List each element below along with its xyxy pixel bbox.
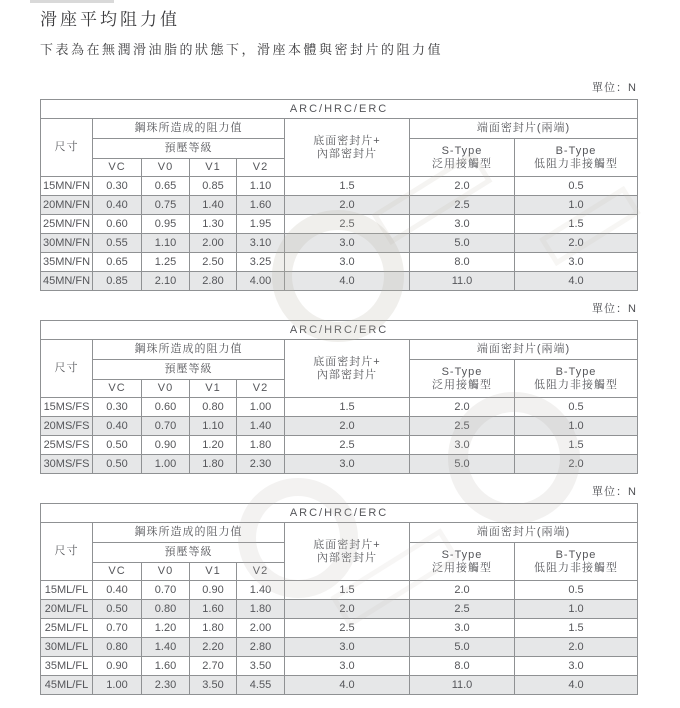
value-cell: 2.0	[410, 177, 515, 196]
value-cell: 3.0	[410, 215, 515, 234]
page	[40, 0, 637, 695]
value-cell: 1.5	[285, 398, 410, 417]
col-header-size: 尺寸	[41, 340, 93, 398]
col-header-v2: V2	[237, 159, 285, 177]
unit-label: 單位：N	[592, 303, 637, 315]
value-cell: 0.5	[515, 398, 638, 417]
value-cell: 2.30	[142, 676, 190, 695]
value-cell: 2.5	[410, 600, 515, 619]
col-header-bottom-seal	[285, 119, 410, 177]
value-cell: 1.0	[515, 196, 638, 215]
table-row	[41, 215, 638, 234]
value-cell: 0.60	[142, 398, 190, 417]
s-type-line2: 泛用接觸型	[432, 157, 492, 170]
value-cell: 0.85	[190, 177, 237, 196]
value-cell: 0.5	[515, 177, 638, 196]
value-cell: 1.10	[190, 417, 237, 436]
value-cell: 2.5	[410, 417, 515, 436]
table-banner: ARC/HRC/ERC	[41, 504, 638, 523]
s-type-line1: S-Type	[441, 365, 483, 378]
value-cell: 1.5	[515, 619, 638, 638]
value-cell: 0.40	[93, 417, 142, 436]
value-cell: 2.80	[190, 272, 237, 291]
value-cell: 1.0	[515, 600, 638, 619]
value-cell: 3.0	[285, 455, 410, 474]
col-header-v0: V0	[142, 159, 190, 177]
value-cell: 1.60	[237, 196, 285, 215]
value-cell: 0.90	[93, 657, 142, 676]
value-cell: 1.5	[285, 581, 410, 600]
col-header-ball-resistance: 鋼珠所造成的阻力值	[93, 119, 285, 139]
b-type-line1: B-Type	[555, 548, 597, 561]
value-cell: 1.60	[190, 600, 237, 619]
size-cell: 25MS/FS	[41, 436, 93, 455]
banner-row	[41, 504, 638, 523]
value-cell: 2.30	[237, 455, 285, 474]
value-cell: 1.60	[142, 657, 190, 676]
value-cell: 3.0	[285, 657, 410, 676]
value-cell: 2.5	[285, 619, 410, 638]
value-cell: 0.65	[93, 253, 142, 272]
value-cell: 11.0	[410, 272, 515, 291]
value-cell: 1.10	[237, 177, 285, 196]
col-header-end-seal: 端面密封片(兩端)	[410, 523, 638, 543]
value-cell: 3.0	[410, 436, 515, 455]
value-cell: 0.5	[515, 581, 638, 600]
value-cell: 8.0	[410, 657, 515, 676]
value-cell: 1.00	[142, 455, 190, 474]
value-cell: 8.0	[410, 253, 515, 272]
value-cell: 5.0	[410, 234, 515, 253]
size-cell: 20ML/FL	[41, 600, 93, 619]
value-cell: 2.00	[190, 234, 237, 253]
s-type-line2: 泛用接觸型	[432, 561, 492, 574]
table-row	[41, 398, 638, 417]
b-type-line2: 低阻力非接觸型	[534, 561, 619, 574]
value-cell: 3.0	[410, 619, 515, 638]
value-cell: 2.0	[515, 638, 638, 657]
value-cell: 0.40	[93, 581, 142, 600]
value-cell: 2.10	[142, 272, 190, 291]
col-header-b-type	[515, 139, 638, 177]
value-cell: 2.0	[285, 417, 410, 436]
value-cell: 2.0	[410, 398, 515, 417]
col-header-b-type	[515, 543, 638, 581]
value-cell: 2.0	[515, 455, 638, 474]
col-header-bottom-seal	[285, 523, 410, 581]
banner-row	[41, 321, 638, 340]
unit-label: 單位：N	[592, 82, 637, 94]
size-cell: 45MN/FN	[41, 272, 93, 291]
table-row	[41, 657, 638, 676]
table-row	[41, 600, 638, 619]
value-cell: 0.30	[93, 177, 142, 196]
bottom-seal-line2: 內部密封片	[317, 147, 377, 160]
bottom-seal-line2: 內部密封片	[317, 551, 377, 564]
table-banner: ARC/HRC/ERC	[41, 100, 638, 119]
s-type-line1: S-Type	[441, 144, 483, 157]
value-cell: 2.70	[190, 657, 237, 676]
table-row	[41, 455, 638, 474]
value-cell: 1.5	[515, 215, 638, 234]
size-cell: 25ML/FL	[41, 619, 93, 638]
value-cell: 0.75	[142, 196, 190, 215]
value-cell: 4.0	[285, 676, 410, 695]
b-type-line1: B-Type	[555, 365, 597, 378]
value-cell: 2.0	[410, 581, 515, 600]
value-cell: 3.0	[285, 638, 410, 657]
value-cell: 1.80	[237, 600, 285, 619]
col-header-preload-grade: 預壓等級	[93, 360, 285, 380]
value-cell: 1.40	[142, 638, 190, 657]
value-cell: 2.20	[190, 638, 237, 657]
value-cell: 0.40	[93, 196, 142, 215]
value-cell: 1.40	[190, 196, 237, 215]
table-row	[41, 619, 638, 638]
value-cell: 1.80	[190, 619, 237, 638]
table-row	[41, 253, 638, 272]
value-cell: 3.50	[237, 657, 285, 676]
value-cell: 4.0	[515, 272, 638, 291]
header-row	[41, 523, 638, 543]
s-type-line1: S-Type	[441, 548, 483, 561]
value-cell: 2.80	[237, 638, 285, 657]
header-row	[41, 340, 638, 360]
value-cell: 0.65	[142, 177, 190, 196]
col-header-bottom-seal	[285, 340, 410, 398]
value-cell: 0.90	[142, 436, 190, 455]
value-cell: 2.0	[285, 600, 410, 619]
size-cell: 15MN/FN	[41, 177, 93, 196]
table-row	[41, 272, 638, 291]
value-cell: 0.50	[93, 436, 142, 455]
col-header-size: 尺寸	[41, 119, 93, 177]
table-row	[41, 436, 638, 455]
resistance-table	[40, 99, 638, 291]
table-row	[41, 581, 638, 600]
value-cell: 1.20	[142, 619, 190, 638]
size-cell: 30MN/FN	[41, 234, 93, 253]
col-header-size: 尺寸	[41, 523, 93, 581]
value-cell: 4.0	[285, 272, 410, 291]
table-row	[41, 676, 638, 695]
value-cell: 3.0	[515, 657, 638, 676]
col-header-vc: VC	[93, 563, 142, 581]
table-row	[41, 417, 638, 436]
size-cell: 45ML/FL	[41, 676, 93, 695]
value-cell: 0.80	[93, 638, 142, 657]
value-cell: 4.55	[237, 676, 285, 695]
col-header-preload-grade: 預壓等級	[93, 543, 285, 563]
value-cell: 5.0	[410, 638, 515, 657]
value-cell: 0.70	[142, 581, 190, 600]
value-cell: 0.85	[93, 272, 142, 291]
bottom-seal-line1: 底面密封片+	[313, 538, 381, 551]
size-cell: 30ML/FL	[41, 638, 93, 657]
value-cell: 1.5	[285, 177, 410, 196]
value-cell: 1.25	[142, 253, 190, 272]
page-title: 滑座平均阻力值	[40, 10, 180, 29]
value-cell: 1.80	[190, 455, 237, 474]
value-cell: 1.10	[142, 234, 190, 253]
value-cell: 1.40	[237, 417, 285, 436]
value-cell: 3.0	[515, 253, 638, 272]
value-cell: 3.0	[285, 234, 410, 253]
value-cell: 1.95	[237, 215, 285, 234]
value-cell: 1.80	[237, 436, 285, 455]
size-cell: 35ML/FL	[41, 657, 93, 676]
value-cell: 0.55	[93, 234, 142, 253]
value-cell: 1.00	[93, 676, 142, 695]
col-header-end-seal: 端面密封片(兩端)	[410, 340, 638, 360]
value-cell: 2.50	[190, 253, 237, 272]
resistance-table	[40, 320, 638, 474]
size-cell: 20MN/FN	[41, 196, 93, 215]
size-cell: 35MN/FN	[41, 253, 93, 272]
size-cell: 15MS/FS	[41, 398, 93, 417]
col-header-v1: V1	[190, 380, 237, 398]
value-cell: 0.70	[93, 619, 142, 638]
header-row	[41, 119, 638, 139]
value-cell: 0.50	[93, 455, 142, 474]
page-subtitle: 下表為在無潤滑油脂的狀態下，滑座本體與密封片的阻力值	[40, 42, 444, 57]
table-row	[41, 234, 638, 253]
col-header-v0: V0	[142, 563, 190, 581]
value-cell: 3.0	[285, 253, 410, 272]
size-cell: 30MS/FS	[41, 455, 93, 474]
col-header-b-type	[515, 360, 638, 398]
value-cell: 4.00	[237, 272, 285, 291]
value-cell: 2.0	[515, 234, 638, 253]
value-cell: 4.0	[515, 676, 638, 695]
bottom-seal-line1: 底面密封片+	[313, 134, 381, 147]
table-row	[41, 177, 638, 196]
value-cell: 0.80	[190, 398, 237, 417]
banner-row	[41, 100, 638, 119]
value-cell: 1.40	[237, 581, 285, 600]
table-row	[41, 638, 638, 657]
value-cell: 5.0	[410, 455, 515, 474]
col-header-vc: VC	[93, 380, 142, 398]
value-cell: 3.50	[190, 676, 237, 695]
value-cell: 0.70	[142, 417, 190, 436]
value-cell: 3.25	[237, 253, 285, 272]
value-cell: 2.5	[285, 436, 410, 455]
value-cell: 0.90	[190, 581, 237, 600]
value-cell: 2.00	[237, 619, 285, 638]
value-cell: 2.0	[285, 196, 410, 215]
bottom-seal-line2: 內部密封片	[317, 368, 377, 381]
size-cell: 20MS/FS	[41, 417, 93, 436]
col-header-end-seal: 端面密封片(兩端)	[410, 119, 638, 139]
value-cell: 1.5	[515, 436, 638, 455]
value-cell: 3.10	[237, 234, 285, 253]
b-type-line2: 低阻力非接觸型	[534, 157, 619, 170]
b-type-line1: B-Type	[555, 144, 597, 157]
value-cell: 0.60	[93, 215, 142, 234]
size-cell: 15ML/FL	[41, 581, 93, 600]
bottom-seal-line1: 底面密封片+	[313, 355, 381, 368]
col-header-ball-resistance: 鋼珠所造成的阻力值	[93, 523, 285, 543]
col-header-v2: V2	[237, 563, 285, 581]
value-cell: 0.50	[93, 600, 142, 619]
col-header-v2: V2	[237, 380, 285, 398]
value-cell: 1.0	[515, 417, 638, 436]
col-header-ball-resistance: 鋼珠所造成的阻力值	[93, 340, 285, 360]
value-cell: 2.5	[410, 196, 515, 215]
col-header-v0: V0	[142, 380, 190, 398]
col-header-s-type	[410, 360, 515, 398]
value-cell: 0.30	[93, 398, 142, 417]
col-header-preload-grade: 預壓等級	[93, 139, 285, 159]
size-cell: 25MN/FN	[41, 215, 93, 234]
s-type-line2: 泛用接觸型	[432, 378, 492, 391]
col-header-v1: V1	[190, 563, 237, 581]
col-header-s-type	[410, 543, 515, 581]
col-header-s-type	[410, 139, 515, 177]
resistance-table	[40, 503, 638, 695]
value-cell: 1.30	[190, 215, 237, 234]
value-cell: 0.95	[142, 215, 190, 234]
col-header-vc: VC	[93, 159, 142, 177]
tables-container	[40, 82, 637, 695]
value-cell: 2.5	[285, 215, 410, 234]
value-cell: 1.20	[190, 436, 237, 455]
value-cell: 11.0	[410, 676, 515, 695]
b-type-line2: 低阻力非接觸型	[534, 378, 619, 391]
unit-label: 單位：N	[592, 486, 637, 498]
value-cell: 1.00	[237, 398, 285, 417]
value-cell: 0.80	[142, 600, 190, 619]
table-row	[41, 196, 638, 215]
table-banner: ARC/HRC/ERC	[41, 321, 638, 340]
col-header-v1: V1	[190, 159, 237, 177]
